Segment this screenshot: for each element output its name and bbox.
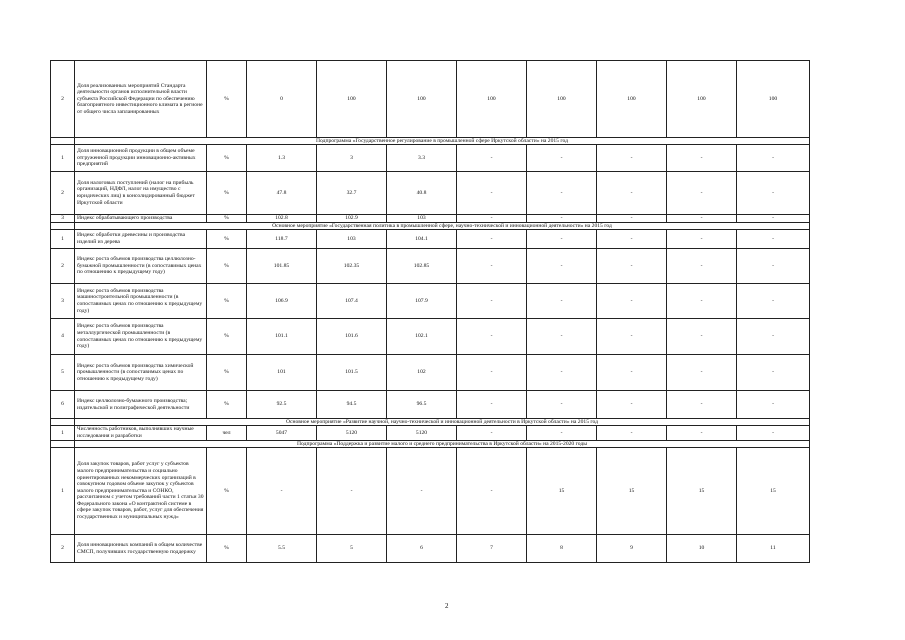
unit-cell: % bbox=[207, 355, 247, 391]
value-cell: 11 bbox=[737, 535, 810, 563]
value-cell: 92.5 bbox=[247, 391, 317, 419]
value-cell: 94.5 bbox=[317, 391, 387, 419]
value-cell: - bbox=[527, 426, 597, 441]
value-cell: - bbox=[457, 284, 527, 319]
table-row bbox=[51, 230, 810, 249]
value-cell: - bbox=[317, 448, 387, 535]
value-cell: - bbox=[527, 319, 597, 355]
value-cell: 15 bbox=[597, 448, 667, 535]
table-row bbox=[51, 61, 810, 138]
value-cell: - bbox=[527, 355, 597, 391]
section-spacer-cell bbox=[51, 138, 75, 145]
value-cell: - bbox=[737, 391, 810, 419]
value-cell: 15 bbox=[737, 448, 810, 535]
value-cell: 103 bbox=[317, 230, 387, 249]
row-number: 6 bbox=[51, 391, 75, 419]
table-row bbox=[51, 284, 810, 319]
value-cell: 100 bbox=[317, 61, 387, 138]
value-cell: - bbox=[597, 355, 667, 391]
value-cell: - bbox=[667, 215, 737, 223]
value-cell: - bbox=[247, 448, 317, 535]
value-cell: - bbox=[597, 215, 667, 223]
value-cell: 101.85 bbox=[247, 249, 317, 284]
value-cell: 5120 bbox=[387, 426, 457, 441]
indicator-name: Индекс целлюлозно-бумажного производства; издательской и полиграфической деятельности bbox=[75, 391, 207, 419]
value-cell: - bbox=[387, 448, 457, 535]
indicator-name: Доля инновационных компаний в общем количестве СМСП, получивших государственную поддержку bbox=[75, 535, 207, 563]
unit-cell: % bbox=[207, 319, 247, 355]
value-cell: - bbox=[667, 391, 737, 419]
row-number: 4 bbox=[51, 319, 75, 355]
value-cell: 5047 bbox=[247, 426, 317, 441]
value-cell: 101 bbox=[247, 355, 317, 391]
value-cell: 100 bbox=[737, 61, 810, 138]
value-cell: 40.8 bbox=[387, 172, 457, 215]
value-cell: - bbox=[737, 284, 810, 319]
indicator-name: Численность работников, выполнявших научные исследования и разработки bbox=[75, 426, 207, 441]
row-number: 5 bbox=[51, 355, 75, 391]
value-cell: 32.7 bbox=[317, 172, 387, 215]
value-cell: - bbox=[667, 355, 737, 391]
value-cell: 101.5 bbox=[317, 355, 387, 391]
value-cell: - bbox=[457, 249, 527, 284]
value-cell: 8 bbox=[527, 535, 597, 563]
value-cell: - bbox=[527, 215, 597, 223]
value-cell: - bbox=[737, 319, 810, 355]
unit-cell: чел bbox=[207, 426, 247, 441]
value-cell: 102.85 bbox=[387, 249, 457, 284]
table-row bbox=[51, 535, 810, 563]
value-cell: 102.9 bbox=[317, 215, 387, 223]
value-cell: 5.5 bbox=[247, 535, 317, 563]
value-cell: - bbox=[457, 355, 527, 391]
section-spacer-cell bbox=[51, 419, 75, 426]
value-cell: 104.1 bbox=[387, 230, 457, 249]
indicator-name: Индекс роста объемов производства целлюлозно-бумажной промышленности (в сопоставимых ценах по отношению к предыдущему году) bbox=[75, 249, 207, 284]
value-cell: 3 bbox=[317, 145, 387, 172]
value-cell: - bbox=[527, 391, 597, 419]
value-cell: 1.3 bbox=[247, 145, 317, 172]
value-cell: - bbox=[667, 230, 737, 249]
unit-cell: % bbox=[207, 61, 247, 138]
value-cell: - bbox=[457, 448, 527, 535]
value-cell: - bbox=[527, 249, 597, 284]
value-cell: 15 bbox=[527, 448, 597, 535]
indicator-name: Доля налоговых поступлений (налог на прибыль организаций, НДФЛ, налог на имущество с юридических лиц) в консолидированный бюджет Иркутской области bbox=[75, 172, 207, 215]
row-number: 1 bbox=[51, 145, 75, 172]
row-number: 1 bbox=[51, 448, 75, 535]
indicator-name: Доля инновационной продукции в общем объеме отгруженной продукции инновационно-активных предприятий bbox=[75, 145, 207, 172]
value-cell: 101.6 bbox=[317, 319, 387, 355]
value-cell: 10 bbox=[667, 535, 737, 563]
value-cell: 102 bbox=[387, 355, 457, 391]
value-cell: - bbox=[737, 355, 810, 391]
table-row bbox=[51, 355, 810, 391]
indicator-name: Доля закупок товаров, работ услуг у субъектов малого предпринимательства и социально ориентированных некоммерческих организаций в совокупном годовом объеме закупок у субъектов малого предпринимательства и СОНКО, рассчитанном с учетом требований части 1 статьи 30 Федерального закона «О контрактной системе в сфере закупок товаров, работ, услуг для обеспечения государственных и муниципальных нужд» bbox=[75, 448, 207, 535]
indicator-name: Индекс обработки древесины и производства изделий из дерева bbox=[75, 230, 207, 249]
section-title: Подпрограмма «Поддержка и развитие малого и среднего предпринимательства в Иркутской области» на 2015-2020 годы bbox=[75, 441, 810, 448]
unit-cell: % bbox=[207, 284, 247, 319]
value-cell: - bbox=[597, 145, 667, 172]
value-cell: 103 bbox=[387, 215, 457, 223]
value-cell: - bbox=[527, 284, 597, 319]
unit-cell: % bbox=[207, 391, 247, 419]
table-row bbox=[51, 448, 810, 535]
value-cell: 100 bbox=[457, 61, 527, 138]
value-cell: 107.4 bbox=[317, 284, 387, 319]
unit-cell: % bbox=[207, 215, 247, 223]
row-number: 1 bbox=[51, 426, 75, 441]
section-header-row bbox=[51, 419, 810, 426]
value-cell: 101.1 bbox=[247, 319, 317, 355]
value-cell: - bbox=[527, 230, 597, 249]
row-number: 3 bbox=[51, 215, 75, 223]
section-title: Подпрограмма «Государственное регулирование в промышленной сфере Иркутской области» на 2015 год bbox=[75, 138, 810, 145]
section-spacer-cell bbox=[51, 223, 75, 230]
value-cell: - bbox=[667, 319, 737, 355]
value-cell: - bbox=[597, 319, 667, 355]
value-cell: - bbox=[597, 426, 667, 441]
table-row bbox=[51, 249, 810, 284]
indicator-name: Индекс роста объемов производства металлургической промышленности (в сопоставимых ценах по отношению к предыдущему году) bbox=[75, 319, 207, 355]
value-cell: - bbox=[737, 230, 810, 249]
value-cell: - bbox=[667, 426, 737, 441]
indicator-name: Индекс роста объемов производства химической промышленности (в сопоставимых ценах по отношению к предыдущему году) bbox=[75, 355, 207, 391]
table-row bbox=[51, 391, 810, 419]
unit-cell: % bbox=[207, 448, 247, 535]
value-cell: - bbox=[737, 426, 810, 441]
value-cell: 106.9 bbox=[247, 284, 317, 319]
value-cell: 3.3 bbox=[387, 145, 457, 172]
value-cell: - bbox=[597, 391, 667, 419]
value-cell: 102.35 bbox=[317, 249, 387, 284]
value-cell: - bbox=[737, 172, 810, 215]
value-cell: 107.9 bbox=[387, 284, 457, 319]
row-number: 2 bbox=[51, 172, 75, 215]
value-cell: - bbox=[597, 284, 667, 319]
value-cell: 6 bbox=[387, 535, 457, 563]
table-row bbox=[51, 319, 810, 355]
value-cell: - bbox=[457, 145, 527, 172]
value-cell: - bbox=[667, 172, 737, 215]
value-cell: - bbox=[457, 426, 527, 441]
indicator-name: Индекс роста объемов производства машиностроительной промышленности (в сопоставимых ценах по отношению к предыдущему году) bbox=[75, 284, 207, 319]
value-cell: - bbox=[457, 215, 527, 223]
value-cell: - bbox=[737, 215, 810, 223]
section-header-row bbox=[51, 223, 810, 230]
value-cell: - bbox=[597, 249, 667, 284]
section-header-row bbox=[51, 138, 810, 145]
section-header-row bbox=[51, 441, 810, 448]
page-number: 2 bbox=[445, 602, 449, 610]
value-cell: - bbox=[527, 172, 597, 215]
row-number: 2 bbox=[51, 249, 75, 284]
table-row bbox=[51, 172, 810, 215]
row-number: 2 bbox=[51, 61, 75, 138]
section-title: Основное мероприятие «Развитие научной, научно-технической и инновационной деятельности в Иркутской области» на 2015 год bbox=[75, 419, 810, 426]
unit-cell: % bbox=[207, 535, 247, 563]
value-cell: - bbox=[737, 249, 810, 284]
value-cell: 5120 bbox=[317, 426, 387, 441]
unit-cell: % bbox=[207, 172, 247, 215]
value-cell: - bbox=[737, 145, 810, 172]
table-row bbox=[51, 145, 810, 172]
value-cell: - bbox=[667, 145, 737, 172]
unit-cell: % bbox=[207, 145, 247, 172]
value-cell: 0 bbox=[247, 61, 317, 138]
value-cell: 118.7 bbox=[247, 230, 317, 249]
unit-cell: % bbox=[207, 249, 247, 284]
value-cell: 15 bbox=[667, 448, 737, 535]
value-cell: - bbox=[527, 145, 597, 172]
value-cell: - bbox=[667, 284, 737, 319]
value-cell: 96.5 bbox=[387, 391, 457, 419]
row-number: 1 bbox=[51, 230, 75, 249]
table-row bbox=[51, 215, 810, 223]
value-cell: - bbox=[597, 230, 667, 249]
value-cell: 7 bbox=[457, 535, 527, 563]
value-cell: 100 bbox=[667, 61, 737, 138]
row-number: 2 bbox=[51, 535, 75, 563]
value-cell: - bbox=[457, 391, 527, 419]
value-cell: 47.8 bbox=[247, 172, 317, 215]
value-cell: 102.1 bbox=[387, 319, 457, 355]
value-cell: 100 bbox=[387, 61, 457, 138]
section-title: Основное мероприятие «Государственная политика в промышленной сфере, научно-технической и инновационной деятельности» на 2015 год bbox=[75, 223, 810, 230]
row-number: 3 bbox=[51, 284, 75, 319]
value-cell: 102.8 bbox=[247, 215, 317, 223]
unit-cell: % bbox=[207, 230, 247, 249]
value-cell: 9 bbox=[597, 535, 667, 563]
indicator-name: Доля реализованных мероприятий Стандарта деятельности органов исполнительной власти субъекта Российской Федерации по обеспечению благоприятного инвестиционного климата в регионе от общего числа запланированных bbox=[75, 61, 207, 138]
table-row bbox=[51, 426, 810, 441]
section-spacer-cell bbox=[51, 441, 75, 448]
value-cell: 100 bbox=[527, 61, 597, 138]
value-cell: 5 bbox=[317, 535, 387, 563]
value-cell: - bbox=[667, 249, 737, 284]
value-cell: 100 bbox=[597, 61, 667, 138]
value-cell: - bbox=[457, 230, 527, 249]
indicator-name: Индекс обрабатывающего производства bbox=[75, 215, 207, 223]
value-cell: - bbox=[457, 319, 527, 355]
value-cell: - bbox=[457, 172, 527, 215]
value-cell: - bbox=[597, 172, 667, 215]
indicators-table bbox=[50, 60, 810, 563]
